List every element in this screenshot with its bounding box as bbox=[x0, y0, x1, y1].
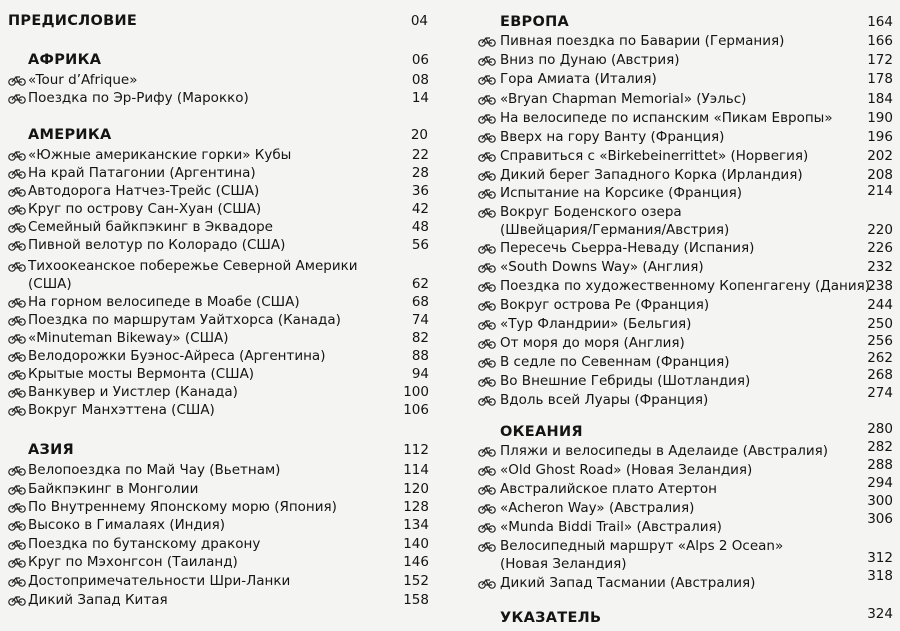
entry-page: 68 bbox=[411, 294, 429, 310]
entry-title: Поездка по Эр-Рифу (Марокко) bbox=[28, 90, 249, 106]
entry-title-line2: (США) bbox=[28, 276, 72, 292]
entry-title: «Тур Фландрии» (Бельгия) bbox=[500, 316, 692, 332]
bicycle-icon bbox=[478, 188, 496, 199]
bicycle-icon bbox=[8, 502, 26, 513]
bicycle-icon bbox=[8, 93, 26, 104]
entry-page: 196 bbox=[867, 129, 893, 145]
entry-page: 100 bbox=[403, 384, 429, 400]
entry-page: 120 bbox=[403, 481, 429, 497]
entry-title: Дикий Запад Тасмании (Австралия) bbox=[500, 575, 756, 591]
entry-page: 48 bbox=[411, 219, 429, 235]
bicycle-icon bbox=[478, 281, 496, 292]
bicycle-icon bbox=[8, 387, 26, 398]
bicycle-icon bbox=[8, 595, 26, 606]
entry-page: 202 bbox=[867, 148, 893, 164]
entry-page: 238 bbox=[867, 278, 893, 294]
bicycle-icon bbox=[8, 75, 26, 86]
entry-title: Гора Амиата (Италия) bbox=[500, 71, 657, 87]
entry-page: 294 bbox=[867, 475, 893, 491]
bicycle-icon bbox=[8, 204, 26, 215]
entry-page: 88 bbox=[411, 348, 429, 364]
entry-title: Поездка по художественному Копенгагену (Дания) bbox=[500, 278, 871, 294]
entry-title: Дикий берег Западного Корка (Ирландия) bbox=[500, 167, 803, 183]
entry-title: Поездка по бутанскому дракону bbox=[28, 536, 261, 552]
bicycle-icon bbox=[478, 446, 496, 457]
entry-page: 94 bbox=[411, 366, 429, 382]
index-heading: УКАЗАТЕЛЬ bbox=[500, 610, 602, 626]
entry-page: 208 bbox=[867, 167, 893, 183]
entry-page: 28 bbox=[411, 165, 429, 181]
entry-title: «Bryan Chapman Memorial» (Уэльс) bbox=[500, 91, 747, 107]
section-heading-africa: АФРИКА bbox=[28, 52, 102, 68]
entry-title-line1: Вокруг Боденского озера bbox=[500, 204, 682, 220]
entry-title: В седле по Севеннам (Франция) bbox=[500, 354, 730, 370]
bicycle-icon bbox=[478, 151, 496, 162]
entry-title: На горном велосипеде в Моабе (США) bbox=[28, 294, 300, 310]
entry-title: «Tour d’Afrique» bbox=[28, 72, 138, 88]
entry-title-line2: (Новая Зеландия) bbox=[500, 556, 627, 572]
bicycle-icon bbox=[8, 369, 26, 380]
entry-page: 146 bbox=[403, 554, 429, 570]
entry-page: 300 bbox=[867, 493, 893, 509]
index-page: 324 bbox=[867, 606, 893, 622]
bicycle-icon bbox=[478, 578, 496, 589]
bicycle-icon bbox=[8, 297, 26, 308]
bicycle-icon bbox=[478, 74, 496, 85]
section-heading-asia: АЗИЯ bbox=[28, 442, 75, 458]
bicycle-icon bbox=[478, 484, 496, 495]
entry-title: «Южные американские горки» Кубы bbox=[28, 147, 292, 163]
entry-title: Высоко в Гималаях (Индия) bbox=[28, 517, 226, 533]
bicycle-icon bbox=[478, 94, 496, 105]
section-page-america: 20 bbox=[410, 127, 428, 143]
entry-page: 166 bbox=[867, 33, 893, 49]
entry-page: 56 bbox=[411, 237, 429, 253]
bicycle-icon bbox=[478, 300, 496, 311]
entry-page: 262 bbox=[867, 350, 893, 366]
entry-title: «Munda Biddi Trail» (Австралия) bbox=[500, 519, 722, 535]
entry-title: На велосипеде по испанским «Пикам Европы» bbox=[500, 110, 833, 126]
section-heading-america: АМЕРИКА bbox=[28, 127, 112, 143]
section-page-oceania: 280 bbox=[867, 421, 893, 437]
entry-title-line1: Тихоокеанское побережье Северной Америки bbox=[28, 258, 358, 274]
entry-title: «Minuteman Bikeway» (США) bbox=[28, 330, 229, 346]
entry-page: 220 bbox=[867, 222, 893, 238]
entry-title: Велодорожки Буэнос-Айреса (Аргентина) bbox=[28, 348, 326, 364]
bicycle-icon bbox=[478, 503, 496, 514]
section-heading-oceania: ОКЕАНИЯ bbox=[500, 424, 583, 440]
entry-page: 214 bbox=[867, 183, 893, 199]
bicycle-icon bbox=[478, 338, 496, 349]
entry-page: 114 bbox=[403, 462, 429, 478]
bicycle-icon bbox=[8, 484, 26, 495]
bicycle-icon bbox=[478, 522, 496, 533]
entry-title: Поездка по маршрутам Уайтхорса (Канада) bbox=[28, 312, 341, 328]
entry-page: 232 bbox=[867, 259, 893, 275]
entry-page: 152 bbox=[403, 573, 429, 589]
entry-title: Велопоездка по Май Чау (Вьетнам) bbox=[28, 462, 281, 478]
entry-page: 184 bbox=[867, 91, 893, 107]
bicycle-icon bbox=[478, 55, 496, 66]
entry-page: 140 bbox=[403, 536, 429, 552]
entry-page: 288 bbox=[867, 457, 893, 473]
bicycle-icon bbox=[478, 207, 496, 218]
entry-title: Пляжи и велосипеды в Аделаиде (Австралия) bbox=[500, 443, 829, 459]
entry-title: Вокруг Манхэттена (США) bbox=[28, 402, 215, 418]
bicycle-icon bbox=[8, 240, 26, 251]
entry-page: 256 bbox=[867, 333, 893, 349]
entry-page: 282 bbox=[867, 439, 893, 455]
entry-page: 22 bbox=[411, 147, 429, 163]
entry-title: «Acheron Way» (Австралия) bbox=[500, 500, 695, 516]
entry-title: Вокруг острова Ре (Франция) bbox=[500, 297, 710, 313]
entry-title: Пивная поездка по Баварии (Германия) bbox=[500, 33, 785, 49]
bicycle-icon bbox=[8, 186, 26, 197]
bicycle-icon bbox=[8, 261, 26, 272]
bicycle-icon bbox=[478, 357, 496, 368]
entry-title: Пивной велотур по Колорадо (США) bbox=[28, 237, 286, 253]
bicycle-icon bbox=[8, 315, 26, 326]
bicycle-icon bbox=[8, 222, 26, 233]
bicycle-icon bbox=[8, 333, 26, 344]
section-heading-europe: ЕВРОПА bbox=[500, 14, 570, 30]
entry-title: Достопримечательности Шри-Ланки bbox=[28, 573, 291, 589]
bicycle-icon bbox=[8, 465, 26, 476]
entry-title: «Old Ghost Road» (Новая Зеландия) bbox=[500, 462, 753, 478]
entry-page: 128 bbox=[403, 499, 429, 515]
bicycle-icon bbox=[478, 465, 496, 476]
entry-page: 250 bbox=[867, 316, 893, 332]
section-page-asia: 112 bbox=[403, 442, 429, 458]
entry-title: Испытание на Корсике (Франция) bbox=[500, 185, 742, 201]
bicycle-icon bbox=[8, 576, 26, 587]
entry-title: Пересечь Сьерра-Неваду (Испания) bbox=[500, 240, 755, 256]
bicycle-icon bbox=[8, 168, 26, 179]
entry-page: 190 bbox=[867, 110, 893, 126]
entry-page: 244 bbox=[867, 297, 893, 313]
entry-title: На край Патагонии (Аргентина) bbox=[28, 165, 256, 181]
entry-page: 106 bbox=[403, 402, 429, 418]
entry-page: 274 bbox=[867, 385, 893, 401]
entry-title-line1: Велосипедный маршрут «Alps 2 Ocean» bbox=[500, 538, 784, 554]
preface-page: 04 bbox=[410, 13, 428, 29]
preface-heading: ПРЕДИСЛОВИЕ bbox=[8, 13, 138, 29]
entry-title: Справиться с «Birkebeinerrittet» (Норвегия) bbox=[500, 148, 809, 164]
bicycle-icon bbox=[478, 36, 496, 47]
bicycle-icon bbox=[8, 520, 26, 531]
entry-page: 36 bbox=[411, 183, 429, 199]
section-page-europe: 164 bbox=[867, 14, 893, 30]
entry-page: 82 bbox=[411, 330, 429, 346]
entry-title: Круг по острову Сан-Хуан (США) bbox=[28, 201, 262, 217]
entry-page: 172 bbox=[867, 52, 893, 68]
entry-title: «South Downs Way» (Англия) bbox=[500, 259, 704, 275]
entry-page: 178 bbox=[867, 71, 893, 87]
entry-page: 268 bbox=[867, 367, 893, 383]
entry-page: 318 bbox=[867, 568, 893, 584]
bicycle-icon bbox=[8, 405, 26, 416]
bicycle-icon bbox=[478, 319, 496, 330]
entry-title: Ванкувер и Уистлер (Канада) bbox=[28, 384, 238, 400]
bicycle-icon bbox=[8, 351, 26, 362]
bicycle-icon bbox=[478, 376, 496, 387]
bicycle-icon bbox=[478, 243, 496, 254]
entry-title: Крытые мосты Вермонта (США) bbox=[28, 366, 255, 382]
entry-title: Байкпэкинг в Монголии bbox=[28, 481, 199, 497]
entry-title: Вниз по Дунаю (Австрия) bbox=[500, 52, 680, 68]
entry-page: 134 bbox=[403, 517, 429, 533]
entry-title: Круг по Мэхонгсон (Таиланд) bbox=[28, 554, 238, 570]
entry-page: 14 bbox=[411, 90, 429, 106]
entry-title: Семейный байкпэкинг в Эквадоре bbox=[28, 219, 273, 235]
bicycle-icon bbox=[478, 395, 496, 406]
entry-title: Австралийское плато Атертон bbox=[500, 481, 717, 497]
entry-title: Вдоль всей Луары (Франция) bbox=[500, 392, 709, 408]
entry-title: По Внутреннему Японскому морю (Япония) bbox=[28, 499, 337, 515]
entry-page: 226 bbox=[867, 240, 893, 256]
bicycle-icon bbox=[8, 150, 26, 161]
entry-title: Дикий Запад Китая bbox=[28, 592, 168, 608]
bicycle-icon bbox=[478, 113, 496, 124]
entry-page: 08 bbox=[411, 72, 429, 88]
entry-page: 306 bbox=[867, 511, 893, 527]
entry-page: 42 bbox=[411, 201, 429, 217]
entry-title: Автодорога Натчез-Трейс (США) bbox=[28, 183, 260, 199]
entry-page: 312 bbox=[867, 550, 893, 566]
entry-page: 62 bbox=[411, 276, 429, 292]
entry-page: 74 bbox=[411, 312, 429, 328]
bicycle-icon bbox=[478, 170, 496, 181]
bicycle-icon bbox=[478, 541, 496, 552]
entry-title: Во Внешние Гебриды (Шотландия) bbox=[500, 373, 751, 389]
bicycle-icon bbox=[8, 539, 26, 550]
entry-page: 158 bbox=[403, 592, 429, 608]
entry-title: Вверх на гору Ванту (Франция) bbox=[500, 129, 725, 145]
bicycle-icon bbox=[478, 262, 496, 273]
bicycle-icon bbox=[478, 132, 496, 143]
bicycle-icon bbox=[8, 557, 26, 568]
section-page-africa: 06 bbox=[411, 52, 429, 68]
entry-title-line2: (Швейцария/Германия/Австрия) bbox=[500, 222, 730, 238]
entry-title: От моря до моря (Англия) bbox=[500, 335, 685, 351]
